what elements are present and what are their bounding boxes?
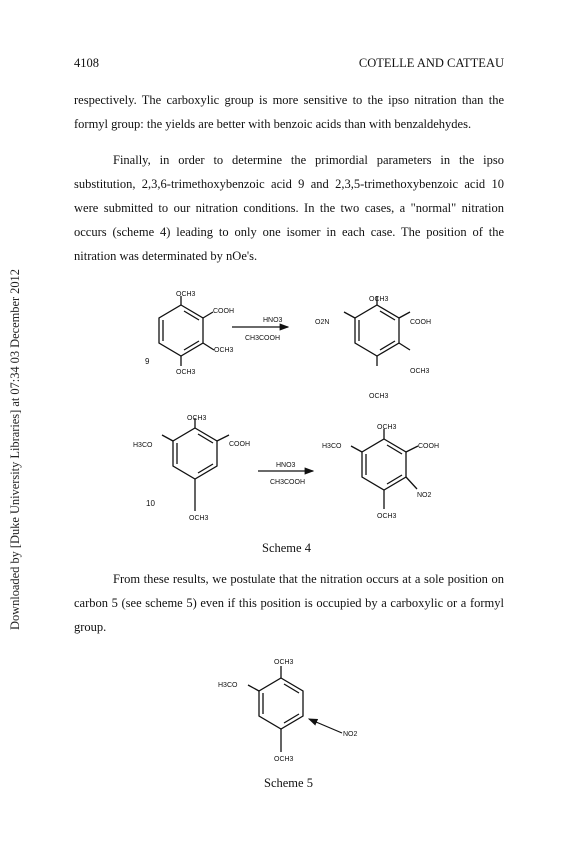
scheme5-caption: Scheme 5 xyxy=(264,776,313,790)
scheme5-arrow-label: NO2 xyxy=(343,731,358,738)
molecule-9-lower-right-label: OCH3 xyxy=(214,347,234,354)
reaction1-reagent-top: HNO3 xyxy=(263,317,283,324)
product-2-nitro-label: NO2 xyxy=(417,492,432,499)
product-2-cooh-label: COOH xyxy=(418,443,439,450)
compound-9-label: 9 xyxy=(145,357,150,366)
paragraph-continued: respectively. The carboxylic group is more sensitive to the ipso nitration than the formyl group: the yields are better with benzoic acids than with benzaldehydes. xyxy=(74,93,504,131)
product-2 xyxy=(351,429,418,509)
paragraph-finally: Finally, in order to determine the primordial parameters in the ipso substitution, 2,3,6-trimethoxybenzoic acid 9 and 2,3,5-trimethoxybenzoic acid 10 were submitted to our nitration conditions. In the two cases, a "normal" nitration occurs (scheme 4) leading to only one isomer in each case. The position of the nitration was determinated by nOe's. xyxy=(74,153,504,263)
product-1 xyxy=(344,296,410,366)
product-1-nitro-label: O2N xyxy=(315,319,330,326)
scheme5-bottom-label: OCH3 xyxy=(274,756,294,763)
product-1-lower-right-label: OCH3 xyxy=(410,368,430,375)
product-1-bottom-label: OCH3 xyxy=(369,393,389,400)
scheme5-nitration-arrow xyxy=(309,719,342,733)
molecule-9-cooh-label: COOH xyxy=(213,308,234,315)
scheme5-upper-left-label: H3CO xyxy=(218,682,238,689)
download-watermark: Downloaded by [Duke University Libraries] at 07:34 03 December 2012 xyxy=(8,269,22,630)
molecule-10-top-label: OCH3 xyxy=(187,415,207,422)
molecule-10-bottom-label: OCH3 xyxy=(189,515,209,522)
compound-10-label: 10 xyxy=(146,499,155,508)
scheme4-caption: Scheme 4 xyxy=(262,541,311,555)
product-2-bottom-label: OCH3 xyxy=(377,513,397,520)
product-2-top-label: OCH3 xyxy=(377,424,397,431)
product-1-top-label: OCH3 xyxy=(369,296,389,303)
product-1-cooh-label: COOH xyxy=(410,319,431,326)
running-title: COTELLE AND CATTEAU xyxy=(358,56,504,70)
molecule-10-cooh-label: COOH xyxy=(229,441,250,448)
molecule-9-bottom-label: OCH3 xyxy=(176,369,196,376)
molecule-9 xyxy=(159,296,214,366)
paragraph-results: From these results, we postulate that the nitration occurs at a sole position on carbon 5 (see scheme 5) even if this position is occupied by a carboxylic or a formyl group. xyxy=(74,572,504,634)
scheme5-top-label: OCH3 xyxy=(274,659,294,666)
reaction1-reagent-bottom: CH3COOH xyxy=(245,335,281,342)
reaction2-reagent-top: HNO3 xyxy=(276,462,296,469)
molecule-10-upper-left-label: H3CO xyxy=(133,442,153,449)
scheme5-molecule xyxy=(248,666,303,752)
molecule-9-top-label: OCH3 xyxy=(176,291,196,298)
page-number: 4108 xyxy=(74,56,99,70)
molecule-10 xyxy=(162,418,229,511)
product-2-upper-left-label: H3CO xyxy=(322,443,342,450)
reaction2-reagent-bottom: CH3COOH xyxy=(270,479,306,486)
